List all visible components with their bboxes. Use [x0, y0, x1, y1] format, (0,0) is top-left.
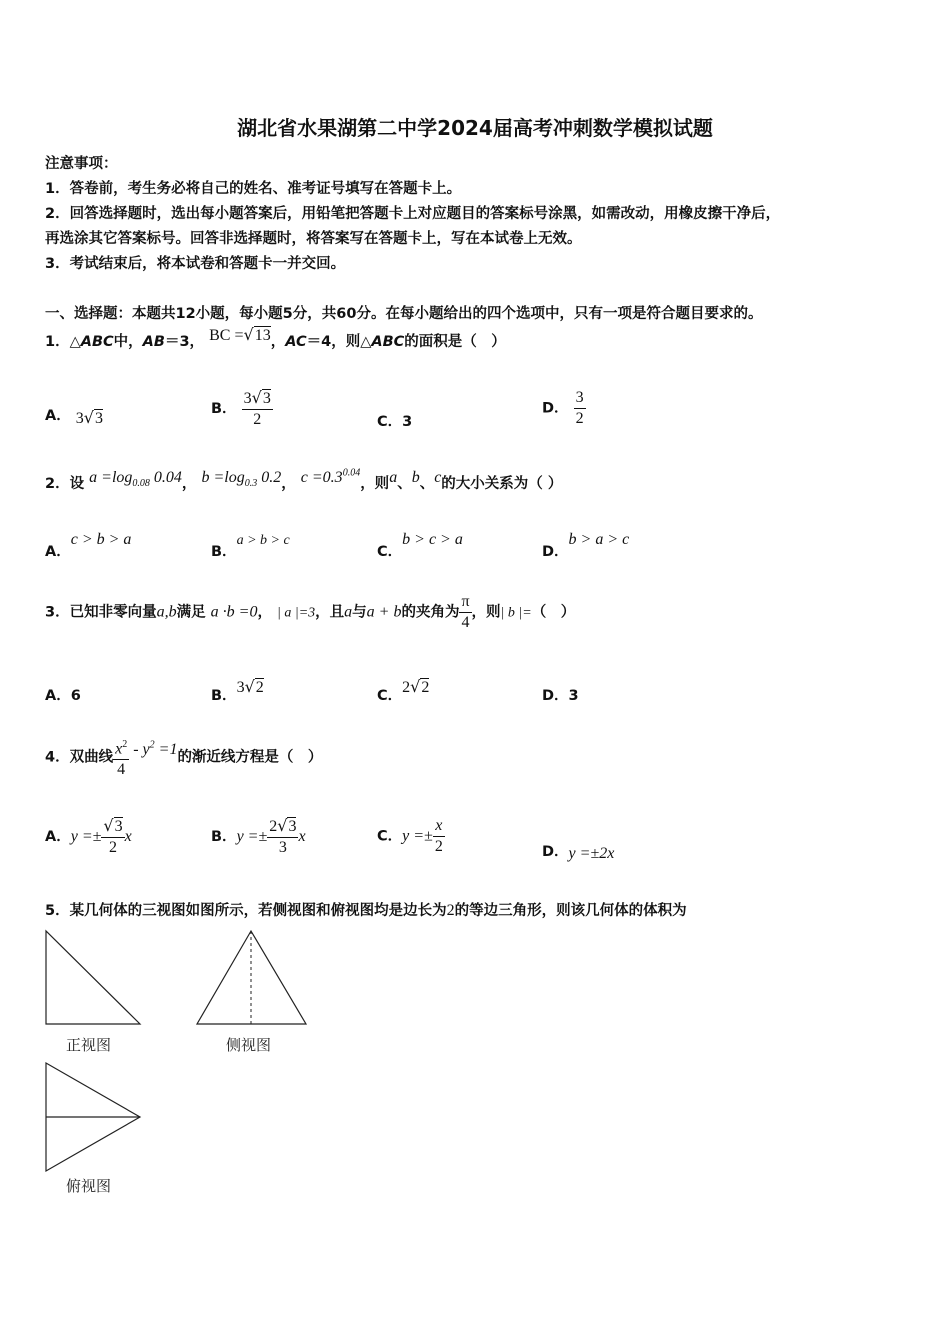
- side-view-caption: 侧视图: [226, 1036, 272, 1054]
- q3-option-c[interactable]: C．2√2: [377, 677, 430, 704]
- a-definition: $a =\log_{0.08}$ 0.04: [89, 469, 182, 490]
- q3-option-b[interactable]: B．3√2: [211, 677, 264, 704]
- question-1: 1．△ABC中，AB＝3， BC =√13，AC＝4，则△ABC的面积是（ ）: [45, 325, 506, 350]
- page-title: 湖北省水果湖第二中学2024届高考冲刺数学模拟试题: [237, 116, 713, 140]
- top-view-caption: 俯视图: [66, 1177, 112, 1195]
- hyperbola-fraction: $\frac{x^2}{4}$: [113, 735, 129, 780]
- q2-option-b[interactable]: B．a > b > c: [211, 533, 290, 560]
- notice-item-2: 2．回答选择题时，选出每小题答案后，用铅笔把答题卡上对应题目的答案标号涂黑，如需改动，用橡皮擦干净后，: [45, 206, 781, 222]
- q2-option-a[interactable]: A．c > b > a: [45, 531, 132, 560]
- top-view: [46, 1063, 140, 1171]
- q1-option-b[interactable]: B． $\frac{3√3}{2}$: [211, 388, 271, 428]
- q1-option-a[interactable]: A． 3√3: [45, 408, 103, 427]
- q4-option-a[interactable]: A．y =± $\frac{√3}{2}$ x: [45, 816, 132, 856]
- notice-item-2-cont: 再选涂其它答案标号。回答非选择题时，将答案写在答题卡上，写在本试卷上无效。: [45, 231, 582, 247]
- section-heading: 一、选择题：本题共12小题，每小题5分，共60分。在每小题给出的四个选项中，只有一项是符合题目要求的。: [45, 306, 763, 322]
- question-2: 2．设 $a =\log_{0.08}$ 0.04， $b =\log_{0.3}$ 0.2， $c =0.3^{0.04}$，则a、b、c的大小关系为（ ）: [45, 467, 563, 492]
- notice-item-3: 3．考试结束后，将本试卷和答题卡一并交回。: [45, 256, 346, 272]
- front-view: [46, 931, 140, 1024]
- q4-option-c[interactable]: C．y =± $\frac{x}{2}$: [377, 817, 443, 855]
- front-view-caption: 正视图: [66, 1036, 112, 1054]
- notice-item-1: 1．答卷前，考生务必将自己的姓名、准考证号填写在答题卡上。: [45, 181, 462, 197]
- q4-option-b[interactable]: B．y =± $\frac{2√3}{3}$ x: [211, 816, 306, 856]
- question-4: 4．双曲线 $\frac{x^2}{4}$ - $y^2 =1$的渐近线方程是（ ）: [45, 735, 322, 780]
- notice-heading: 注意事项：: [45, 156, 118, 172]
- question-5: 5．某几何体的三视图如图所示，若侧视图和俯视图均是边长为2的等边三角形，则该几何体的体积为: [45, 902, 687, 919]
- side-view: [197, 931, 306, 1024]
- question-3: 3．已知非零向量a,b满足 a ·b =0， | a |=3，且a与a + b的夹角为 $\frac{\pi}{4}$ ，则| b |=（ ）: [45, 593, 576, 631]
- q3-option-d[interactable]: D．3: [542, 688, 579, 704]
- c-definition: $c =0.3^{0.04}$: [300, 467, 361, 486]
- q1-option-d[interactable]: D． $\frac{3}{2}$: [542, 389, 584, 427]
- q1-option-c[interactable]: C．3: [377, 414, 413, 430]
- bc-expression: BC =√13: [209, 325, 271, 344]
- q2-option-d[interactable]: D．b > a > c: [542, 531, 630, 560]
- q3-option-a[interactable]: A．6: [45, 688, 81, 704]
- q2-option-c[interactable]: C．b > c > a: [377, 531, 463, 560]
- angle-fraction: $\frac{\pi}{4}$: [461, 593, 470, 631]
- q4-option-d[interactable]: D．y =±2x: [542, 844, 615, 862]
- b-definition: $b =\log_{0.3}$ 0.2: [201, 469, 282, 490]
